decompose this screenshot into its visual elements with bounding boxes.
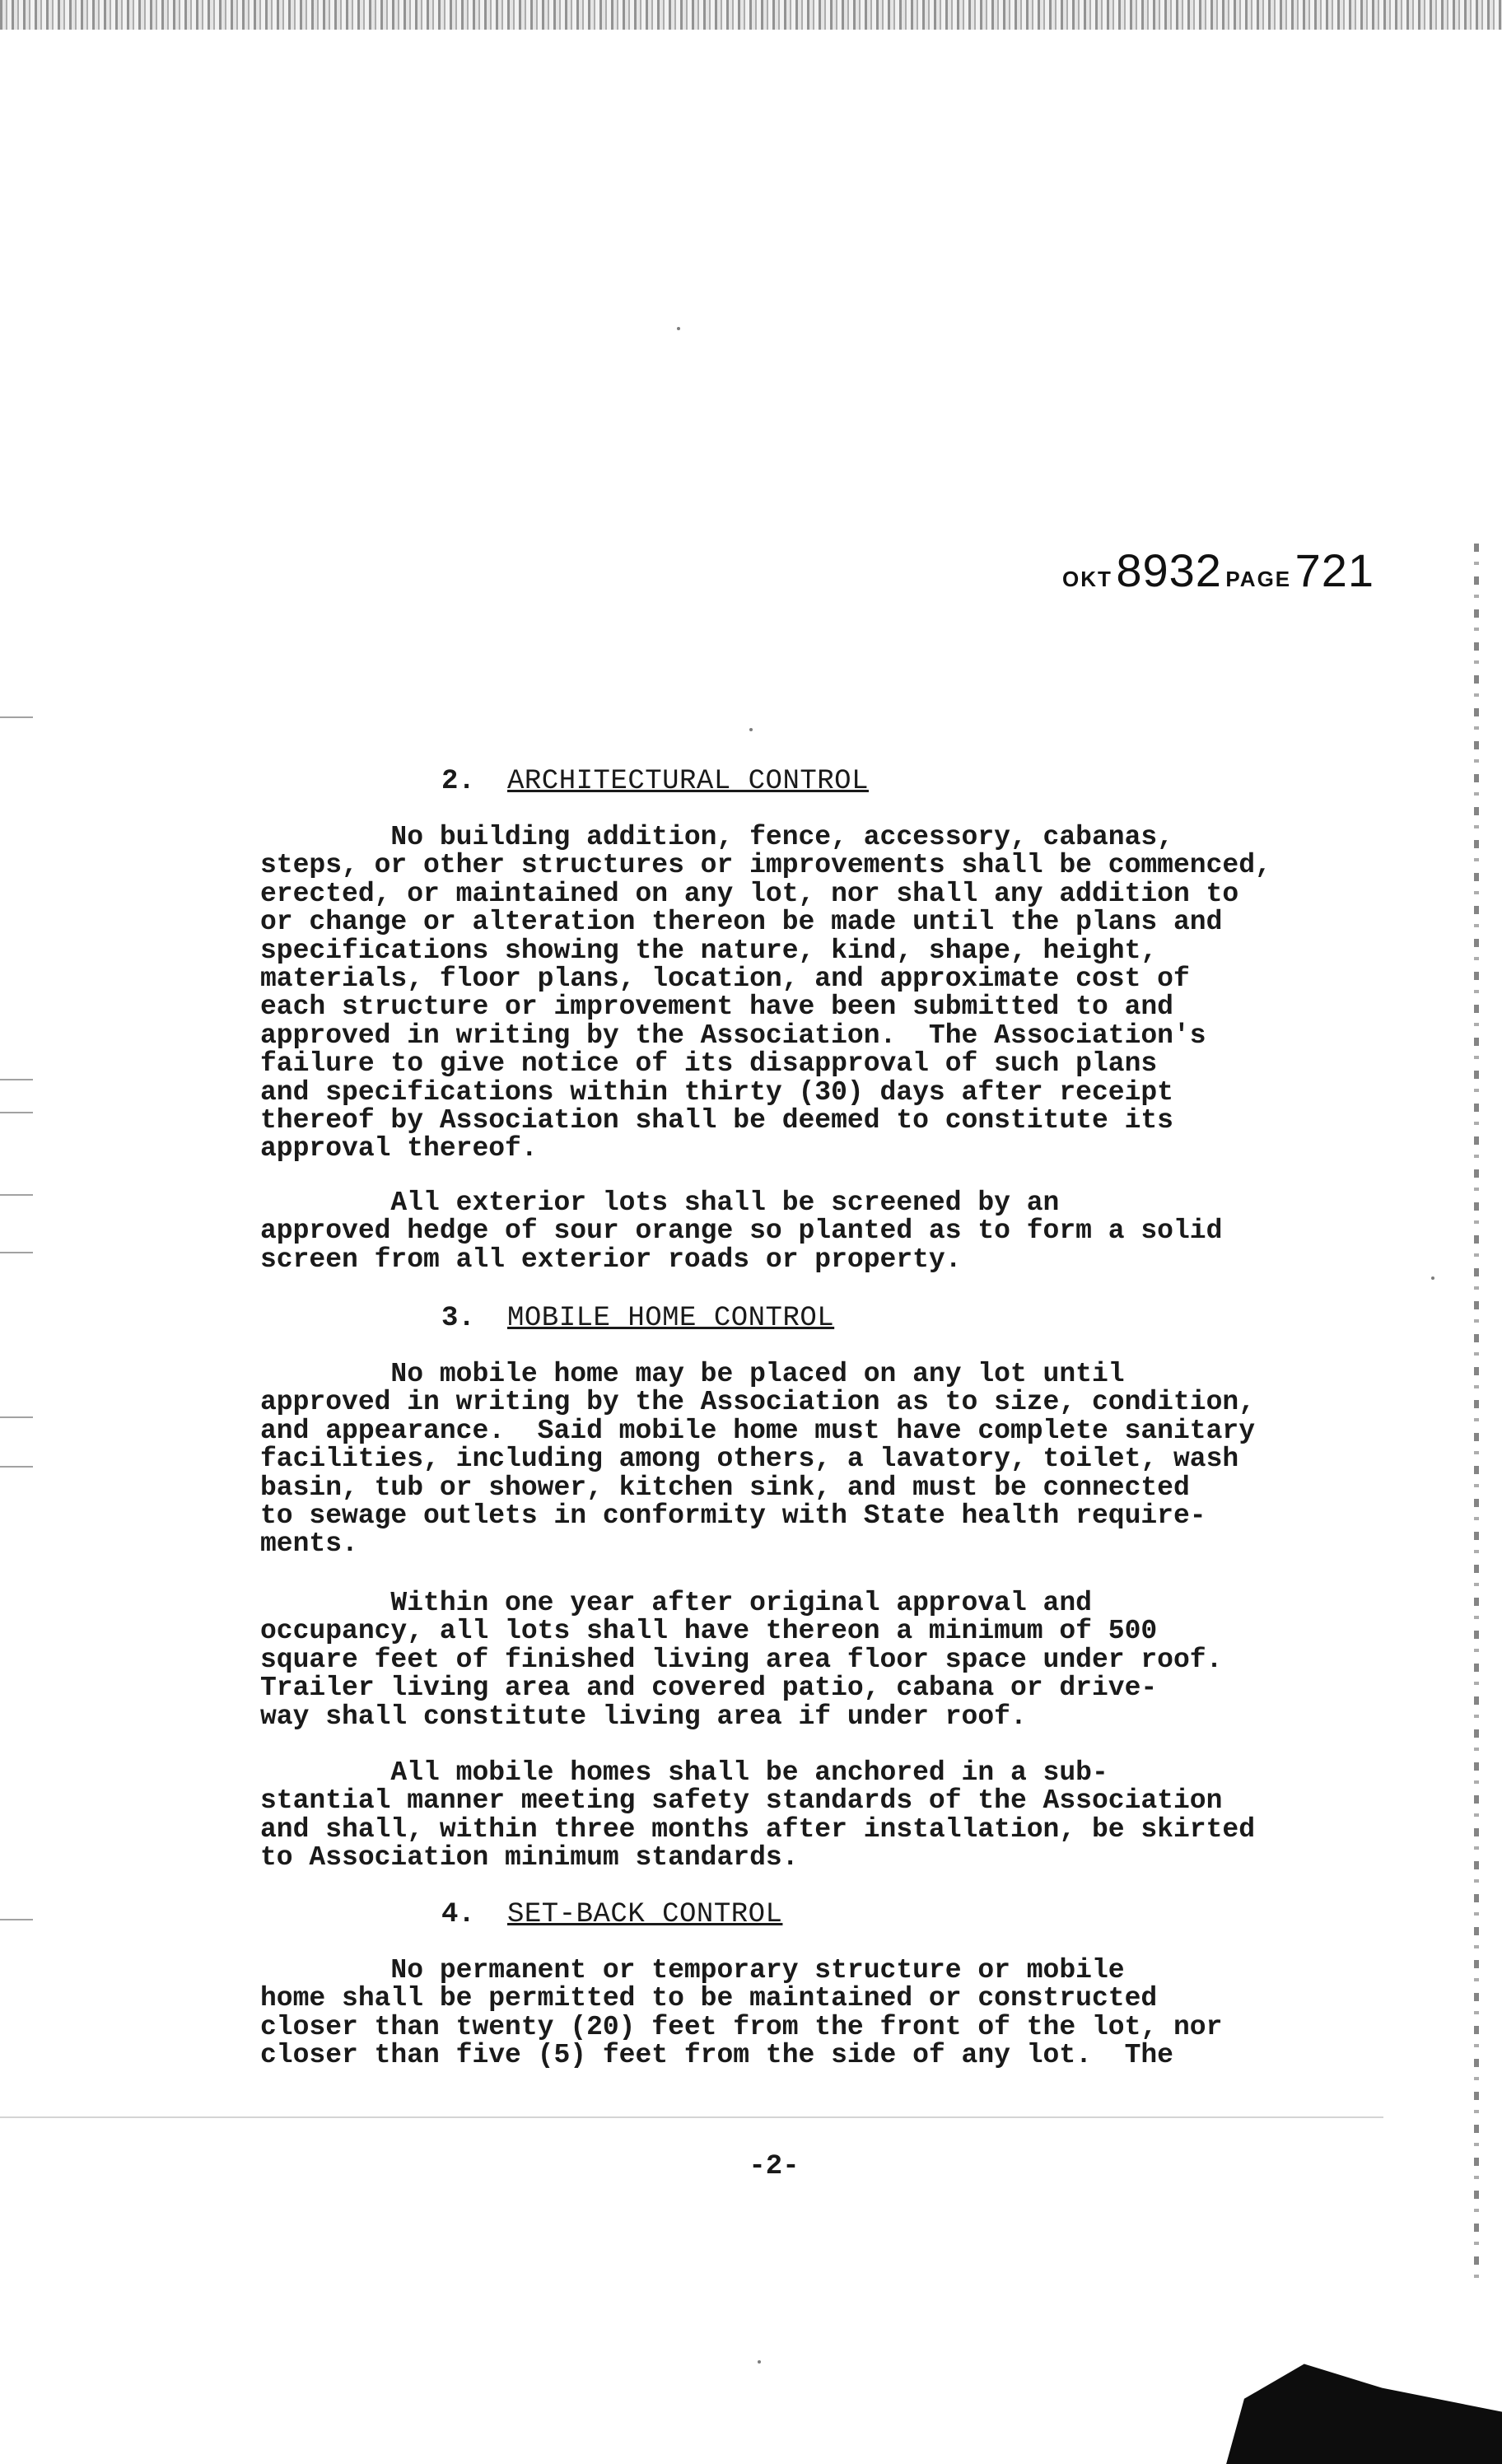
scan-fold-line — [0, 2116, 1383, 2118]
section-number: 4. — [441, 1899, 475, 1930]
margin-mark — [0, 1919, 33, 1920]
section-title: SET-BACK CONTROL — [507, 1899, 783, 1930]
scan-speck — [758, 2360, 761, 2364]
book-number: 8932 — [1116, 544, 1222, 596]
scan-corner-shadow — [1202, 2355, 1502, 2464]
margin-mark — [0, 1112, 33, 1113]
section-number: 3. — [441, 1303, 475, 1334]
margin-mark — [0, 1194, 33, 1196]
page-label: PAGE — [1225, 567, 1292, 591]
body-paragraph: No permanent or temporary structure or mobile home shall be permitted to be maintained or constructed closer than twenty (20) feet from the front of the lot, nor closer than five (5) feet from the side of any lot. The — [260, 1955, 1223, 2071]
section-heading — [441, 1899, 782, 1930]
section-number: 2. — [441, 766, 475, 797]
body-paragraph: No mobile home may be placed on any lot until approved in writing by the Association as to size, condition, and appearance. Said mobile home must have complete sanitary facilities, including among others, a lavatory, toilet, wash basin, tub or shower, kitchen sink, and must be connected to sewage outlets in conformity with State health require- ments. — [260, 1359, 1255, 1560]
book-page-reference — [1062, 544, 1374, 597]
page-number: 721 — [1294, 544, 1375, 596]
section-heading — [441, 766, 869, 797]
body-paragraph: No building addition, fence, accessory, cabanas, steps, or other structures or improvements shall be commenced, erected, or maintained on any lot, nor shall any addition to or change or alteration thereon be made until the plans and specifications showing the nature, kind, shape, height, materials, floor plans, location, and approximate cost of each structure or improvement have been submitted to and approved in writing by the Association. The Association's failure to give notice of its disapproval of such plans and specifications within thirty (30) days after receipt thereof by Association shall be deemed to constitute its approval thereof. — [260, 822, 1271, 1164]
section-title: ARCHITECTURAL CONTROL — [507, 766, 869, 797]
margin-mark — [0, 1416, 33, 1418]
page-footer-number: -2- — [749, 2151, 800, 2182]
body-paragraph: Within one year after original approval and occupancy, all lots shall have thereon a minimum of 500 square feet of finished living area floor space under roof. Trailer living area and covered patio, cabana or drive- way shall constitute living area if under roof. — [260, 1588, 1223, 1732]
margin-mark — [0, 1466, 33, 1468]
margin-mark — [0, 1252, 33, 1253]
scan-binding-strip — [1474, 544, 1479, 2281]
scan-speck — [677, 327, 680, 330]
scan-edge-artifact — [0, 0, 1502, 30]
section-title: MOBILE HOME CONTROL — [507, 1303, 835, 1334]
scan-speck — [1431, 1276, 1434, 1280]
margin-mark — [0, 716, 33, 718]
section-heading — [441, 1303, 834, 1334]
scan-speck — [749, 728, 753, 731]
margin-mark — [0, 1079, 33, 1080]
body-paragraph: All mobile homes shall be anchored in a sub- stantial manner meeting safety standards of the Association and shall, within three months after installation, be skirted to Association minimum standards. — [260, 1757, 1255, 1874]
body-paragraph: All exterior lots shall be screened by an approved hedge of sour orange so planted as to form a solid screen from all exterior roads or property. — [260, 1188, 1223, 1275]
book-label: OKT — [1062, 567, 1113, 591]
